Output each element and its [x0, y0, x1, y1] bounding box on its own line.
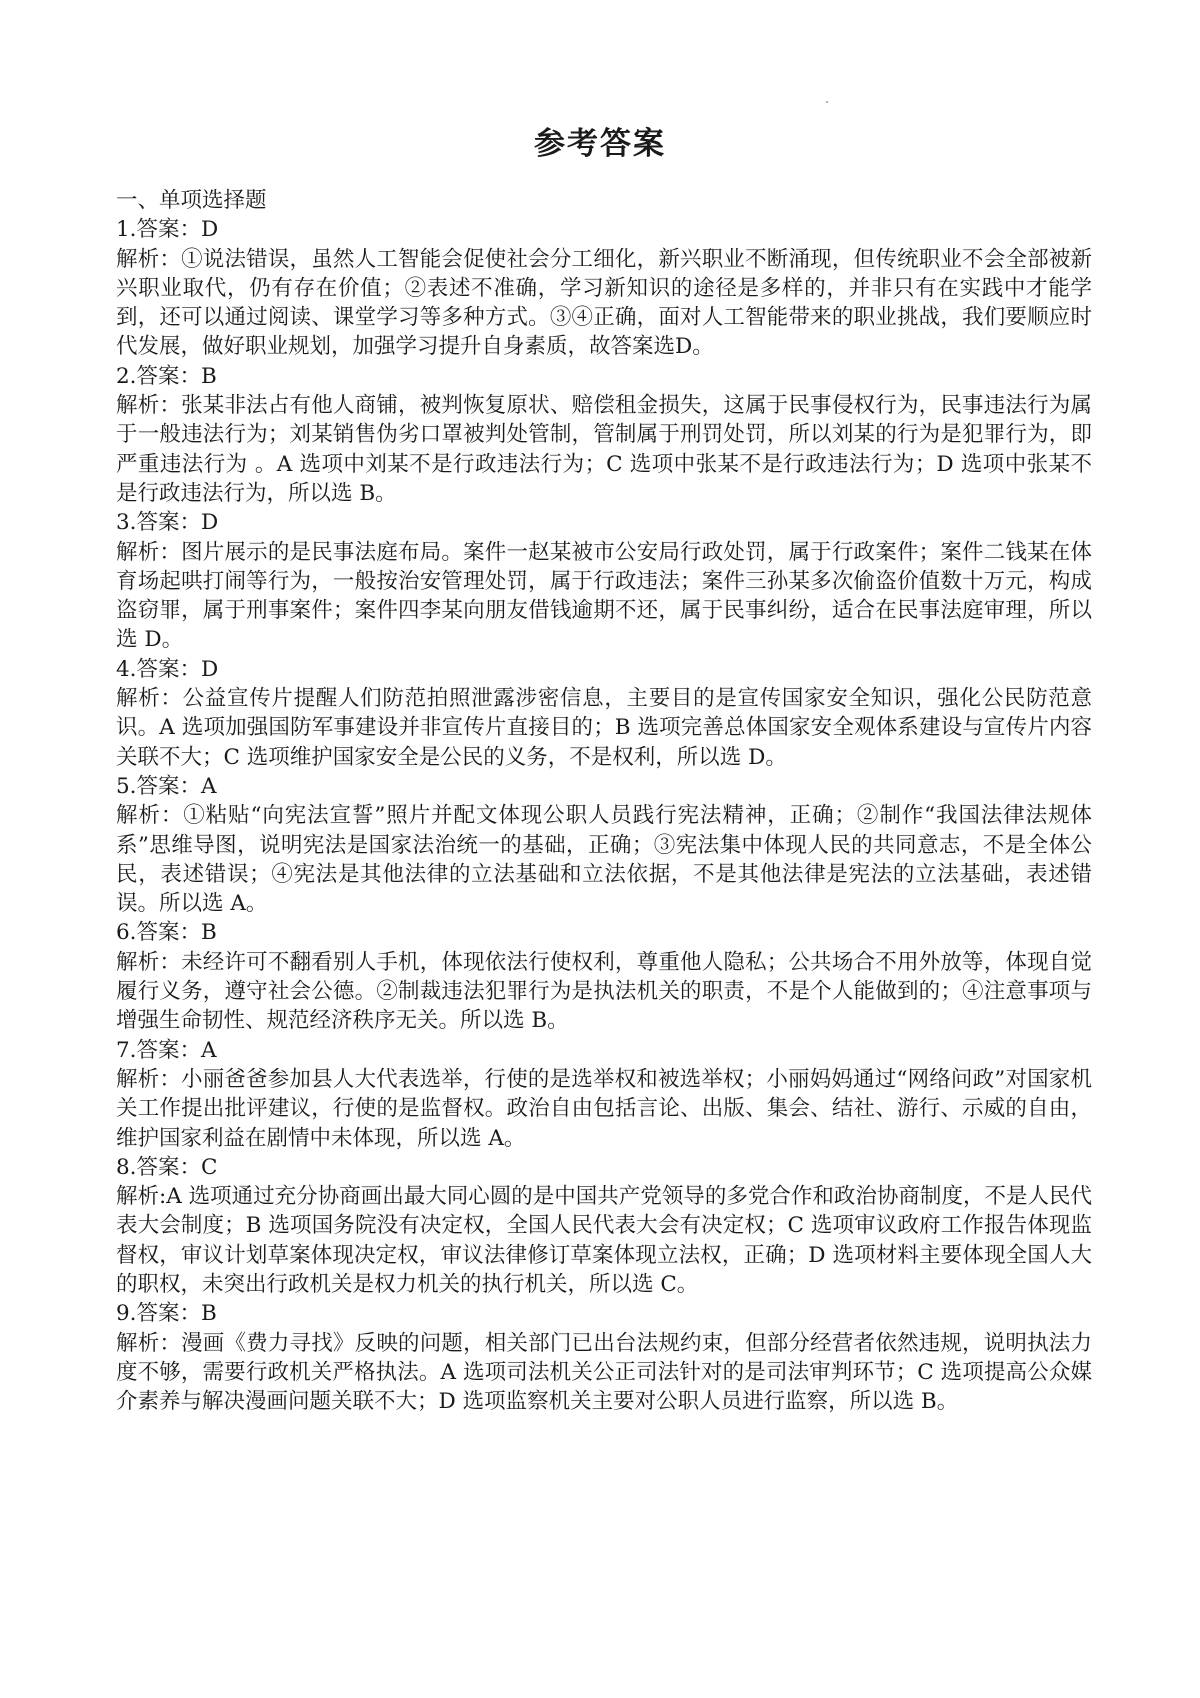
answer-line: 7.答案：A [116, 1037, 217, 1063]
answer-item [116, 918, 1092, 1035]
answer-line: 2.答案：B [116, 363, 217, 389]
answer-item [116, 1036, 1092, 1153]
section-heading: 一、单项选择题 [116, 188, 267, 213]
answer-line: 4.答案：D [116, 656, 219, 682]
analysis-text: 解析：①说法错误，虽然人工智能会促使社会分工细化，新兴职业不断涌现，但传统职业不会全部被新兴职业取代，仍有存在价值；②表述不准确，学习新知识的途径是多样的，并非只有在实践中才能学到，还可以通过阅读、课堂学习等多种方式。③④正确，面对人工智能带来的职业挑战，我们要顺应时代发展，做好职业规划，加强学习提升自身素质，故答案选D。 [116, 246, 1092, 360]
answer-line: 6.答案：B [116, 920, 217, 946]
answer-item [116, 772, 1092, 918]
answer-item [116, 215, 1092, 361]
answer-line: 1.答案：D [116, 217, 219, 243]
answer-line: 3.答案：D [116, 510, 219, 536]
answer-item [116, 1299, 1092, 1416]
analysis-text: 解析：张某非法占有他人商铺，被判恢复原状、赔偿租金损失，这属于民事侵权行为，民事违法行为属于一般违法行为；刘某销售伪劣口罩被判处管制，管制属于刑罚处罚，所以刘某的行为是犯罪行为，即严重违法行为 。A 选项中刘某不是行政违法行为；C 选项中张某不是行政违法行为；D 选项中张某不是行政违法行为，所以选 B。 [116, 393, 1092, 506]
analysis-text: 解析：未经许可不翻看别人手机，体现依法行使权利，尊重他人隐私；公共场合不用外放等，体现自觉履行义务，遵守社会公德。②制裁违法犯罪行为是执法机关的职责，不是个人能做到的；④注意事项与增强生命韧性、规范经济秩序无关。所以选 B。 [116, 949, 1092, 1034]
answer-item [116, 362, 1092, 508]
analysis-text: 解析：小丽爸爸参加县人大代表选举，行使的是选举权和被选举权；小丽妈妈通过“网络问政”对国家机关工作提出批评建议，行使的是监督权。政治自由包括言论、出版、集会、结社、游行、示威的自由，维护国家利益在剧情中未体现，所以选 A。 [116, 1066, 1092, 1151]
analysis-text: 解析：公益宣传片提醒人们防范拍照泄露涉密信息，主要目的是宣传国家安全知识，强化公民防范意识。A 选项加强国防军事建设并非宣传片直接目的；B 选项完善总体国家安全观体系建设与宣传片内容关联不大；C 选项维护国家安全是公民的义务，不是权利，所以选 D。 [116, 686, 1092, 770]
answer-item [116, 1153, 1092, 1299]
analysis-text: 解析：漫画《费力寻找》反映的问题，相关部门已出台法规约束，但部分经营者依然违规，说明执法力度不够，需要行政机关严格执法。A 选项司法机关公正司法针对的是司法审判环节；C 选项提高公众媒介素养与解决漫画问题关联不大；D 选项监察机关主要对公职人员进行监察，所以选 B。 [116, 1330, 1092, 1415]
answer-line: 5.答案：A [116, 773, 217, 799]
answer-content [116, 186, 1092, 1416]
page-title: 参考答案 [534, 126, 666, 162]
analysis-text: 解析：①粘贴“向宪法宣誓”照片并配文体现公职人员践行宪法精神，正确；②制作“我国法律法规体系”思维导图，说明宪法是国家法治统一的基础，正确；③宪法集中体现人民的共同意志，不是全体公民，表述错误；④宪法是其他法律的立法基础和立法依据，不是其他法律是宪法的立法基础，表述错误。所以选 A。 [116, 803, 1092, 917]
analysis-text: 解析：图片展示的是民事法庭布局。案件一赵某被市公安局行政处罚，属于行政案件；案件二钱某在体育场起哄打闹等行为，一般按治安管理处罚，属于行政违法；案件三孙某多次偷盗价值数十万元，构成盗窃罪，属于刑事案件；案件四李某向朋友借钱逾期不还，属于民事纠纷，适合在民事法庭审理，所以选 D。 [116, 539, 1092, 653]
analysis-text: 解析:A 选项通过充分协商画出最大同心圆的是中国共产党领导的多党合作和政治协商制度，不是人民代表大会制度；B 选项国务院没有决定权，全国人民代表大会有决定权；C 选项审议政府工作报告体现监督权，审议计划草案体现决定权，审议法律修订草案体现立法权，正确；D 选项材料主要体现全国人大的职权，未突出行政机关是权力机关的执行机关，所以选 C。 [116, 1184, 1092, 1297]
answer-item [116, 655, 1092, 772]
answer-line: 9.答案：B [116, 1301, 217, 1327]
answer-line: 8.答案：C [116, 1154, 218, 1180]
scan-mark [826, 101, 828, 103]
answer-item [116, 508, 1092, 654]
